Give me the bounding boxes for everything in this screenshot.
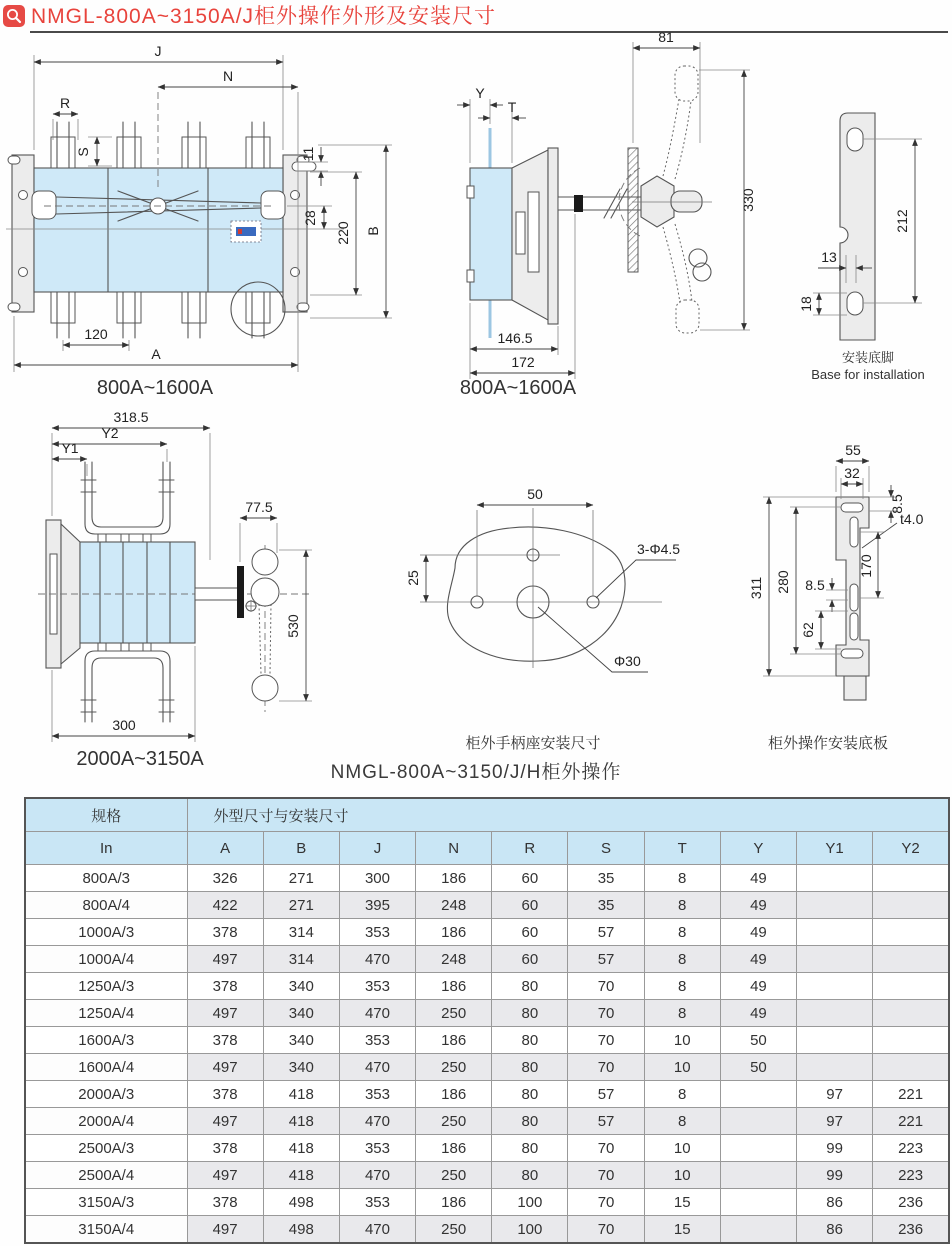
side-handle-mechanism bbox=[195, 545, 279, 712]
handle-seat-dimensions bbox=[405, 486, 680, 672]
table-row bbox=[25, 1000, 949, 1027]
value-cell: 250 bbox=[416, 1000, 492, 1027]
value-cell: 80 bbox=[492, 1108, 568, 1135]
dim-300: 300 bbox=[112, 717, 136, 733]
value-cell: 80 bbox=[492, 1054, 568, 1081]
value-cell bbox=[720, 1081, 796, 1108]
value-cell bbox=[873, 865, 949, 892]
value-cell: 314 bbox=[263, 919, 339, 946]
value-cell: 100 bbox=[492, 1216, 568, 1244]
dim-212: 212 bbox=[894, 209, 910, 233]
table-row bbox=[25, 1027, 949, 1054]
value-cell: 80 bbox=[492, 1081, 568, 1108]
value-cell: 250 bbox=[416, 1162, 492, 1189]
value-cell bbox=[797, 946, 873, 973]
value-cell: 49 bbox=[720, 892, 796, 919]
value-cell: 70 bbox=[568, 1162, 644, 1189]
dim-146-5: 146.5 bbox=[497, 330, 533, 346]
table-row bbox=[25, 1162, 949, 1189]
value-cell: 49 bbox=[720, 946, 796, 973]
value-cell: 271 bbox=[263, 892, 339, 919]
table-row bbox=[25, 973, 949, 1000]
value-cell: 80 bbox=[492, 1000, 568, 1027]
col-header-A: A bbox=[187, 832, 263, 865]
dim-8-5-mid: 8.5 bbox=[805, 577, 825, 593]
value-cell: 35 bbox=[568, 865, 644, 892]
col-header-T: T bbox=[644, 832, 720, 865]
spec-cell: 800A/4 bbox=[25, 892, 187, 919]
col-header-N: N bbox=[416, 832, 492, 865]
dim-25: 25 bbox=[405, 570, 421, 586]
value-cell: 497 bbox=[187, 1000, 263, 1027]
value-cell: 497 bbox=[187, 1054, 263, 1081]
dimension-table-body bbox=[25, 865, 949, 1244]
value-cell: 70 bbox=[568, 1189, 644, 1216]
value-cell: 470 bbox=[339, 1054, 415, 1081]
base-caption-zh: 安装底脚 bbox=[841, 350, 895, 365]
value-cell: 470 bbox=[339, 1162, 415, 1189]
dim-62: 62 bbox=[800, 622, 816, 638]
value-cell: 8 bbox=[644, 1108, 720, 1135]
side-view-shape bbox=[467, 66, 712, 338]
dim-330: 330 bbox=[740, 188, 756, 212]
spec-cell: 1600A/4 bbox=[25, 1054, 187, 1081]
dim-B: B bbox=[365, 226, 381, 236]
dim-8-5-top: 8.5 bbox=[889, 494, 905, 514]
dim-530: 530 bbox=[285, 614, 301, 638]
value-cell: 418 bbox=[263, 1135, 339, 1162]
value-cell: 35 bbox=[568, 892, 644, 919]
value-cell: 340 bbox=[263, 973, 339, 1000]
table-header-row-2 bbox=[25, 832, 949, 865]
value-cell: 340 bbox=[263, 1027, 339, 1054]
dim-81: 81 bbox=[658, 29, 674, 45]
value-cell: 378 bbox=[187, 1135, 263, 1162]
dim-28: 28 bbox=[302, 210, 318, 226]
figure-label-side: 800A~1600A bbox=[459, 377, 577, 399]
dim-A: A bbox=[151, 346, 161, 362]
value-cell: 470 bbox=[339, 1108, 415, 1135]
value-cell: 418 bbox=[263, 1162, 339, 1189]
handle-seat-caption: 柜外手柄座安装尺寸 bbox=[465, 735, 601, 752]
front-view-shape bbox=[6, 92, 344, 338]
value-cell bbox=[720, 1216, 796, 1244]
value-cell: 353 bbox=[339, 1189, 415, 1216]
dim-thickness: t4.0 bbox=[900, 511, 924, 527]
value-cell: 8 bbox=[644, 1081, 720, 1108]
value-cell: 378 bbox=[187, 1027, 263, 1054]
value-cell: 498 bbox=[263, 1189, 339, 1216]
value-cell: 186 bbox=[416, 1081, 492, 1108]
value-cell: 250 bbox=[416, 1054, 492, 1081]
dim-11: 11 bbox=[300, 146, 316, 162]
bottom-busbars bbox=[81, 643, 174, 722]
col-header-Y1: Y1 bbox=[797, 832, 873, 865]
table-row bbox=[25, 1054, 949, 1081]
value-cell: 186 bbox=[416, 973, 492, 1000]
value-cell: 8 bbox=[644, 865, 720, 892]
value-cell: 353 bbox=[339, 919, 415, 946]
col-header-in: In bbox=[25, 832, 187, 865]
dim-280: 280 bbox=[775, 570, 791, 594]
spec-cell: 2500A/3 bbox=[25, 1135, 187, 1162]
table-header-row-1 bbox=[25, 798, 949, 832]
figure-mounting-plate bbox=[700, 430, 952, 760]
dim-center-hole: Φ30 bbox=[614, 653, 641, 669]
dim-32: 32 bbox=[844, 465, 860, 481]
dim-Y: Y bbox=[475, 85, 485, 101]
table-row bbox=[25, 1135, 949, 1162]
value-cell: 353 bbox=[339, 1081, 415, 1108]
dim-S: S bbox=[75, 147, 91, 157]
figure-front-view bbox=[0, 38, 425, 402]
dim-55: 55 bbox=[845, 442, 861, 458]
value-cell: 470 bbox=[339, 946, 415, 973]
value-cell: 300 bbox=[339, 865, 415, 892]
value-cell: 340 bbox=[263, 1054, 339, 1081]
value-cell: 378 bbox=[187, 1189, 263, 1216]
dim-holes: 3-Φ4.5 bbox=[637, 541, 681, 557]
spec-cell: 2000A/3 bbox=[25, 1081, 187, 1108]
figure-large-frame bbox=[10, 405, 340, 777]
value-cell: 314 bbox=[263, 946, 339, 973]
spec-cell: 3150A/3 bbox=[25, 1189, 187, 1216]
value-cell bbox=[873, 892, 949, 919]
dim-T: T bbox=[507, 99, 517, 115]
dims-header-cell: 外型尺寸与安装尺寸 bbox=[187, 798, 949, 832]
value-cell bbox=[720, 1135, 796, 1162]
value-cell: 186 bbox=[416, 1189, 492, 1216]
value-cell: 57 bbox=[568, 919, 644, 946]
value-cell: 70 bbox=[568, 973, 644, 1000]
value-cell bbox=[873, 1054, 949, 1081]
value-cell: 497 bbox=[187, 1108, 263, 1135]
value-cell: 418 bbox=[263, 1081, 339, 1108]
value-cell: 50 bbox=[720, 1054, 796, 1081]
value-cell: 271 bbox=[263, 865, 339, 892]
value-cell: 248 bbox=[416, 946, 492, 973]
dim-Y2: Y2 bbox=[101, 425, 119, 441]
value-cell: 223 bbox=[873, 1162, 949, 1189]
dim-318-5: 318.5 bbox=[113, 409, 149, 425]
value-cell: 10 bbox=[644, 1162, 720, 1189]
value-cell: 60 bbox=[492, 946, 568, 973]
value-cell: 378 bbox=[187, 1081, 263, 1108]
value-cell: 418 bbox=[263, 1108, 339, 1135]
spec-cell: 1250A/3 bbox=[25, 973, 187, 1000]
value-cell: 378 bbox=[187, 973, 263, 1000]
value-cell: 10 bbox=[644, 1135, 720, 1162]
value-cell bbox=[873, 1000, 949, 1027]
base-caption-en: Base for installation bbox=[811, 367, 925, 382]
value-cell: 70 bbox=[568, 1000, 644, 1027]
page-title: NMGL-800A~3150A/J柜外操作外形及安装尺寸 bbox=[31, 5, 497, 28]
dim-R: R bbox=[59, 95, 71, 111]
value-cell: 49 bbox=[720, 1000, 796, 1027]
figure-label-large: 2000A~3150A bbox=[76, 748, 204, 770]
spec-cell: 800A/3 bbox=[25, 865, 187, 892]
value-cell bbox=[797, 865, 873, 892]
value-cell: 223 bbox=[873, 1135, 949, 1162]
value-cell bbox=[873, 919, 949, 946]
value-cell: 70 bbox=[568, 1216, 644, 1244]
value-cell: 8 bbox=[644, 892, 720, 919]
dim-220: 220 bbox=[335, 221, 351, 245]
value-cell: 60 bbox=[492, 892, 568, 919]
value-cell: 186 bbox=[416, 919, 492, 946]
dimension-table bbox=[24, 797, 950, 1244]
value-cell: 70 bbox=[568, 1135, 644, 1162]
col-header-S: S bbox=[568, 832, 644, 865]
value-cell: 8 bbox=[644, 919, 720, 946]
value-cell: 221 bbox=[873, 1108, 949, 1135]
value-cell: 250 bbox=[416, 1216, 492, 1244]
value-cell: 353 bbox=[339, 1027, 415, 1054]
dim-Y1: Y1 bbox=[61, 440, 79, 456]
figure-side-view bbox=[425, 29, 800, 402]
value-cell: 395 bbox=[339, 892, 415, 919]
value-cell: 186 bbox=[416, 1027, 492, 1054]
dim-120: 120 bbox=[84, 326, 108, 342]
table-row bbox=[25, 946, 949, 973]
mounting-plate-shape bbox=[836, 497, 869, 700]
title-divider bbox=[30, 31, 948, 33]
spec-cell: 1000A/4 bbox=[25, 946, 187, 973]
col-header-R: R bbox=[492, 832, 568, 865]
value-cell: 221 bbox=[873, 1081, 949, 1108]
value-cell: 57 bbox=[568, 1108, 644, 1135]
value-cell: 70 bbox=[568, 1027, 644, 1054]
value-cell: 49 bbox=[720, 865, 796, 892]
table-row bbox=[25, 919, 949, 946]
value-cell bbox=[797, 892, 873, 919]
value-cell: 50 bbox=[720, 1027, 796, 1054]
table-row bbox=[25, 1189, 949, 1216]
dim-77-5: 77.5 bbox=[245, 499, 273, 515]
value-cell: 80 bbox=[492, 1027, 568, 1054]
dim-50: 50 bbox=[527, 486, 543, 502]
value-cell: 250 bbox=[416, 1108, 492, 1135]
col-header-B: B bbox=[263, 832, 339, 865]
value-cell: 470 bbox=[339, 1000, 415, 1027]
value-cell bbox=[797, 1000, 873, 1027]
table-row bbox=[25, 865, 949, 892]
value-cell: 97 bbox=[797, 1081, 873, 1108]
col-header-J: J bbox=[339, 832, 415, 865]
spec-cell: 1600A/3 bbox=[25, 1027, 187, 1054]
spec-cell: 1000A/3 bbox=[25, 919, 187, 946]
value-cell: 236 bbox=[873, 1216, 949, 1244]
value-cell bbox=[873, 1027, 949, 1054]
value-cell: 100 bbox=[492, 1189, 568, 1216]
value-cell: 497 bbox=[187, 1216, 263, 1244]
table-row bbox=[25, 892, 949, 919]
dim-172: 172 bbox=[511, 354, 535, 370]
value-cell bbox=[873, 973, 949, 1000]
table-row bbox=[25, 1108, 949, 1135]
spec-cell: 3150A/4 bbox=[25, 1216, 187, 1244]
dim-13: 13 bbox=[821, 249, 837, 265]
col-header-Y: Y bbox=[720, 832, 796, 865]
value-cell: 186 bbox=[416, 865, 492, 892]
value-cell: 340 bbox=[263, 1000, 339, 1027]
value-cell: 60 bbox=[492, 865, 568, 892]
value-cell: 497 bbox=[187, 1162, 263, 1189]
value-cell: 80 bbox=[492, 973, 568, 1000]
value-cell: 10 bbox=[644, 1027, 720, 1054]
value-cell: 70 bbox=[568, 1054, 644, 1081]
spec-cell: 1250A/4 bbox=[25, 1000, 187, 1027]
table-row bbox=[25, 1216, 949, 1244]
value-cell: 60 bbox=[492, 919, 568, 946]
spec-cell: 2500A/4 bbox=[25, 1162, 187, 1189]
col-header-Y2: Y2 bbox=[873, 832, 949, 865]
value-cell: 8 bbox=[644, 1000, 720, 1027]
value-cell: 86 bbox=[797, 1189, 873, 1216]
table-row bbox=[25, 1081, 949, 1108]
table-title: NMGL-800A~3150/J/H柜外操作 bbox=[330, 762, 622, 783]
value-cell: 248 bbox=[416, 892, 492, 919]
value-cell: 326 bbox=[187, 865, 263, 892]
value-cell bbox=[797, 1054, 873, 1081]
magnifier-icon bbox=[3, 5, 25, 27]
value-cell: 10 bbox=[644, 1054, 720, 1081]
value-cell: 186 bbox=[416, 1135, 492, 1162]
value-cell bbox=[873, 946, 949, 973]
figure-handle-seat bbox=[370, 440, 690, 770]
value-cell: 57 bbox=[568, 1081, 644, 1108]
figure-installation-base bbox=[800, 38, 952, 402]
value-cell: 15 bbox=[644, 1216, 720, 1244]
spec-header-cell: 规格 bbox=[25, 798, 187, 832]
value-cell: 353 bbox=[339, 973, 415, 1000]
value-cell bbox=[797, 919, 873, 946]
value-cell: 422 bbox=[187, 892, 263, 919]
value-cell bbox=[720, 1162, 796, 1189]
value-cell: 97 bbox=[797, 1108, 873, 1135]
value-cell: 80 bbox=[492, 1135, 568, 1162]
value-cell: 99 bbox=[797, 1135, 873, 1162]
value-cell bbox=[797, 973, 873, 1000]
dim-J: J bbox=[154, 43, 162, 59]
dim-311: 311 bbox=[748, 576, 764, 600]
value-cell: 8 bbox=[644, 946, 720, 973]
value-cell: 86 bbox=[797, 1216, 873, 1244]
handle-seat-shape bbox=[420, 508, 662, 668]
value-cell: 353 bbox=[339, 1135, 415, 1162]
value-cell: 8 bbox=[644, 973, 720, 1000]
value-cell bbox=[797, 1027, 873, 1054]
mounting-plate-caption: 柜外操作安装底板 bbox=[767, 735, 889, 752]
value-cell: 378 bbox=[187, 919, 263, 946]
dim-170: 170 bbox=[858, 554, 874, 578]
value-cell: 15 bbox=[644, 1189, 720, 1216]
dim-18: 18 bbox=[798, 296, 814, 312]
value-cell: 497 bbox=[187, 946, 263, 973]
value-cell: 57 bbox=[568, 946, 644, 973]
value-cell bbox=[720, 1108, 796, 1135]
value-cell bbox=[720, 1189, 796, 1216]
base-shape bbox=[840, 113, 875, 340]
panel-wall bbox=[628, 148, 638, 272]
value-cell: 49 bbox=[720, 973, 796, 1000]
value-cell: 470 bbox=[339, 1216, 415, 1244]
value-cell: 99 bbox=[797, 1162, 873, 1189]
top-busbars bbox=[81, 462, 174, 542]
value-cell: 498 bbox=[263, 1216, 339, 1244]
value-cell: 236 bbox=[873, 1189, 949, 1216]
value-cell: 80 bbox=[492, 1162, 568, 1189]
spec-cell: 2000A/4 bbox=[25, 1108, 187, 1135]
value-cell: 49 bbox=[720, 919, 796, 946]
top-terminals bbox=[51, 122, 270, 168]
dim-N: N bbox=[222, 68, 234, 84]
figure-label-front: 800A~1600A bbox=[96, 377, 214, 399]
